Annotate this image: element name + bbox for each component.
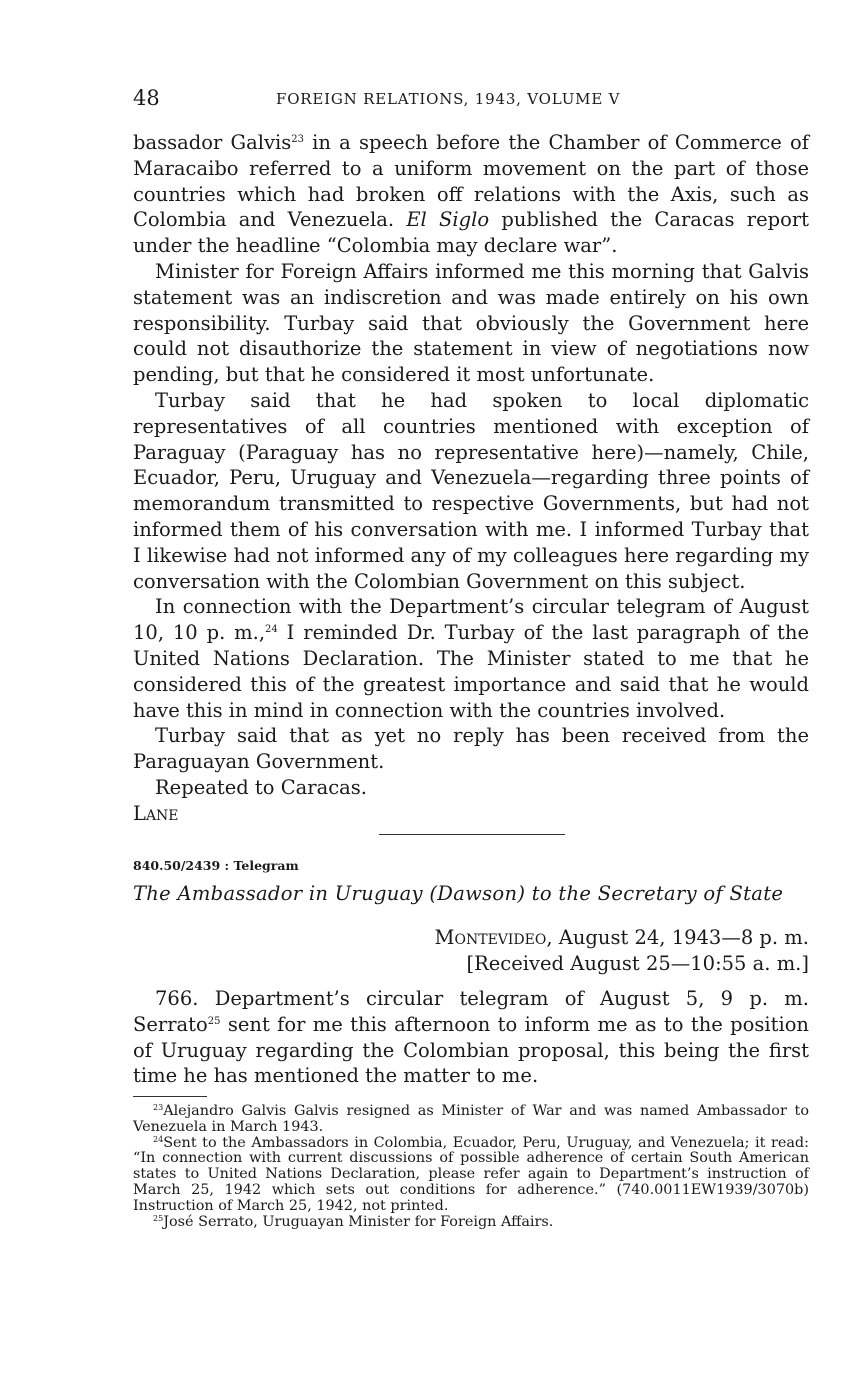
paragraph-6: Repeated to Caracas.	[155, 775, 367, 799]
body-text	[133, 130, 809, 827]
file-reference: 840.50/2439 : Telegram	[133, 858, 299, 873]
place: Montevideo	[434, 926, 547, 949]
footnotes	[133, 1104, 809, 1230]
paragraph-5: Turbay said that as yet no reply has been received from the Paraguayan Government.	[133, 724, 809, 774]
page-header	[133, 86, 809, 114]
footnote-24: $^{24}$Sent to the Ambassadors in Colombia, Ecuador, Peru, Uruguay, and Venezuela; it read: “In connection with current discussions of possible adherence of certain South American states to United Nations Declaration, please refer again to Department’s instruction of March 25, 1942 which sets out conditions for adherence.” (740.0011EW1939/3070b) Instruction of March 25, 1942, not printed.	[133, 1134, 809, 1214]
footnote-rule	[133, 1096, 207, 1097]
paragraph-3: Turbay said that he had spoken to local diplomatic representatives of all countries mentioned with exception of Paraguay (Paraguay has no representative here)—namely, Chile, Ecuador, Peru, Uruguay and Venezuela—regarding three points of memorandum transmitted to respective Governments, but had not informed them of his conversation with me. I informed Turbay that I likewise had not informed any of my colleagues here regarding my conversation with the Colombian Government on this subject.	[133, 388, 809, 593]
section-divider	[379, 834, 565, 835]
footnote-25: $^{25}$José Serrato, Uruguayan Minister for Foreign Affairs.	[153, 1213, 554, 1230]
dateline	[133, 925, 809, 977]
footnote-ref-23[interactable]: 23	[291, 134, 304, 145]
footnote-ref-25[interactable]: 25	[207, 1015, 221, 1027]
paragraph-4: In connection with the Department’s circular telegram of August 10, 10 p. m.,$^{24}$ I reminded Dr. Turbay of the last paragraph of the United Nations Declaration. The Minister stated to me that he considered this of the greatest importance and said that he would have this in mind in connection with the countries involved.	[133, 595, 809, 722]
paragraph-2: Minister for Foreign Affairs informed me this morning that Galvis statement was an indiscretion and was made entirely on his own responsibility. Turbay said that obviously the Government here could not disauthorize the statement in view of negotiations now pending, but that he considered it most unfortunate.	[133, 259, 809, 387]
page-number: 48	[133, 86, 160, 110]
date: , August 24, 1943—8 p. m.	[546, 926, 809, 949]
document-title: The Ambassador in Uruguay (Dawson) to the Secretary of State	[133, 882, 784, 905]
footnote-23: $^{23}$Alejandro Galvis Galvis resigned as Minister of War and was named Ambassador to Venezuela in March 1943.	[133, 1103, 809, 1135]
telegram-body	[133, 986, 809, 1089]
telegram-paragraph: 766. Department’s circular telegram of August 5, 9 p. m. Serrato$^{25}$ sent for me this afternoon to inform me as to the position of Uruguay regarding the Colombian proposal, this being the first time he has mentioned the matter to me.	[133, 987, 809, 1088]
running-head: FOREIGN RELATIONS, 1943, VOLUME V	[276, 90, 621, 108]
footnote-ref-24[interactable]: 24	[265, 624, 278, 636]
paragraph-1: bassador Galvis$^{23}$ in a speech before the Chamber of Commerce of Maracaibo referred to a uniform movement on the part of those countries which had broken off relations with the Axis, such as Colombia and Venezuela. El Siglo published the Caracas report under the headline “Colombia may declare war”.	[133, 131, 809, 258]
newspaper-name: El Siglo	[406, 208, 490, 232]
received-line: [Received August 25—10:55 a. m.]	[466, 952, 809, 975]
signature: Lane	[133, 801, 179, 825]
